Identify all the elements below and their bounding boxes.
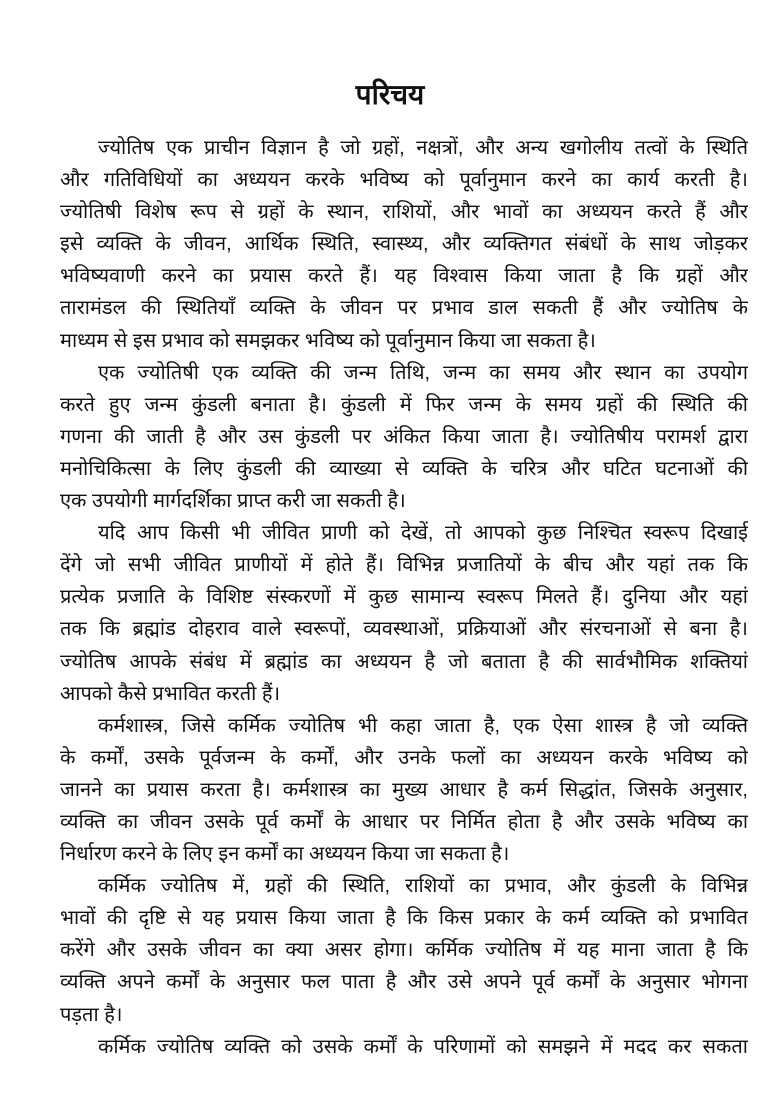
text-line: निर्धारण करने के लिए इन कर्मों का अध्ययन किया जा सकता है।: [60, 843, 510, 866]
text-line: करते हुए जन्म कुंडली बनाता है। कुंडली में फिर जन्म के समय ग्रहों की स्थिति की: [60, 393, 748, 416]
paragraph: [60, 870, 748, 1030]
text-line: ज्योतिष आपके संबंध में ब्रह्मांड का अध्ययन है जो बताता है की सार्वभौमिक शक्तियां: [60, 650, 748, 673]
paragraph: [60, 357, 748, 517]
text-line: प्रत्येक प्रजाति के विशिष्ट संस्करणों में कुछ सामान्य स्वरूप मिलते हैं। दुनिया और यहां: [60, 586, 748, 609]
text-line: भविष्यवाणी करने का प्रयास करते हैं। यह विश्वास किया जाता है कि ग्रहों और: [60, 265, 748, 288]
paragraph: [60, 710, 748, 870]
text-line: तारामंडल की स्थितियाँ व्यक्ति के जीवन पर प्रभाव डाल सकती हैं और ज्योतिष के: [60, 297, 748, 320]
text-line: देंगे जो सभी जीवित प्राणीयों में होते हैं। विभिन्न प्रजातियों के बीच और यहां तक कि: [60, 554, 748, 577]
page-title: परिचय: [355, 78, 425, 110]
paragraph: [60, 517, 748, 710]
text-line: माध्यम से इस प्रभाव को समझकर भविष्य को पूर्वानुमान किया जा सकता है।: [60, 329, 596, 352]
text-line: गणना की जाती है और उस कुंडली पर अंकित किया जाता है। ज्योतिषीय परामर्श द्वारा: [60, 425, 748, 448]
paragraph: [60, 1031, 748, 1063]
text-line: पड़ता है।: [60, 1003, 123, 1026]
text-line: के कर्मों, उसके पूर्वजन्म के कर्मों, और उनके फलों का अध्ययन करके भविष्य को: [60, 746, 748, 769]
text-line: भावों की दृष्टि से यह प्रयास किया जाता है कि किस प्रकार के कर्म व्यक्ति को प्रभावित: [60, 907, 748, 930]
text-line: व्यक्ति अपने कर्मों के अनुसार फल पाता है और उसे अपने पूर्व कर्मों के अनुसार भोगना: [60, 971, 748, 994]
text-line: एक उपयोगी मार्गदर्शिका प्राप्त करी जा सकती है।: [60, 490, 406, 513]
text-line: कर्मशास्त्र, जिसे कर्मिक ज्योतिष भी कहा जाता है, एक ऐसा शास्त्र है जो व्यक्ति: [98, 714, 748, 737]
text-line: कर्मिक ज्योतिष में, ग्रहों की स्थिति, राशियों का प्रभाव, और कुंडली के विभिन्न: [98, 875, 748, 898]
text-line: यदि आप किसी भी जीवित प्राणी को देखें, तो आपको कुछ निश्चित स्वरूप दिखाई: [98, 522, 748, 545]
text-line: ज्योतिष एक प्राचीन विज्ञान है जो ग्रहों, नक्षत्रों, और अन्य खगोलीय तत्वों के स्थिति: [98, 137, 748, 159]
paragraph: [60, 132, 748, 357]
text-line: कर्मिक ज्योतिष व्यक्ति को उसके कर्मों के परिणामों को समझने में मदद कर सकता: [98, 1035, 748, 1058]
text-line: एक ज्योतिषी एक व्यक्ति की जन्म तिथि, जन्म का समय और स्थान का उपयोग: [98, 361, 748, 384]
text-line: और गतिविधियों का अध्ययन करके भविष्य को पूर्वानुमान करने का कार्य करती है।: [60, 169, 748, 192]
text-line: तक कि ब्रह्मांड दोहराव वाले स्वरूपों, व्यवस्थाओं, प्रक्रियाओं और संरचनाओं से बना है।: [60, 618, 748, 641]
text-line: व्यक्ति का जीवन उसके पूर्व कर्मों के आधार पर निर्मित होता है और उसके भविष्य का: [60, 810, 748, 833]
text-line: करेंगे और उसके जीवन का क्या असर होगा। कर्मिक ज्योतिष में यह माना जाता है कि: [60, 939, 748, 962]
document-body: [60, 132, 748, 1063]
text-line: इसे व्यक्ति के जीवन, आर्थिक स्थिति, स्वास्थ्य, और व्यक्तिगत संबंधों के साथ जोड़कर: [60, 233, 748, 256]
text-line: आपको कैसे प्रभावित करती हैं।: [60, 682, 281, 705]
text-line: जानने का प्रयास करता है। कर्मशास्त्र का मुख्य आधार है कर्म सिद्धांत, जिसके अनुसार,: [60, 778, 748, 801]
text-line: ज्योतिषी विशेष रूप से ग्रहों के स्थान, राशियों, और भावों का अध्ययन करते हैं और: [60, 201, 748, 224]
text-line: मनोचिकित्सा के लिए कुंडली की व्याख्या से व्यक्ति के चरित्र और घटित घटनाओं की: [60, 457, 748, 480]
